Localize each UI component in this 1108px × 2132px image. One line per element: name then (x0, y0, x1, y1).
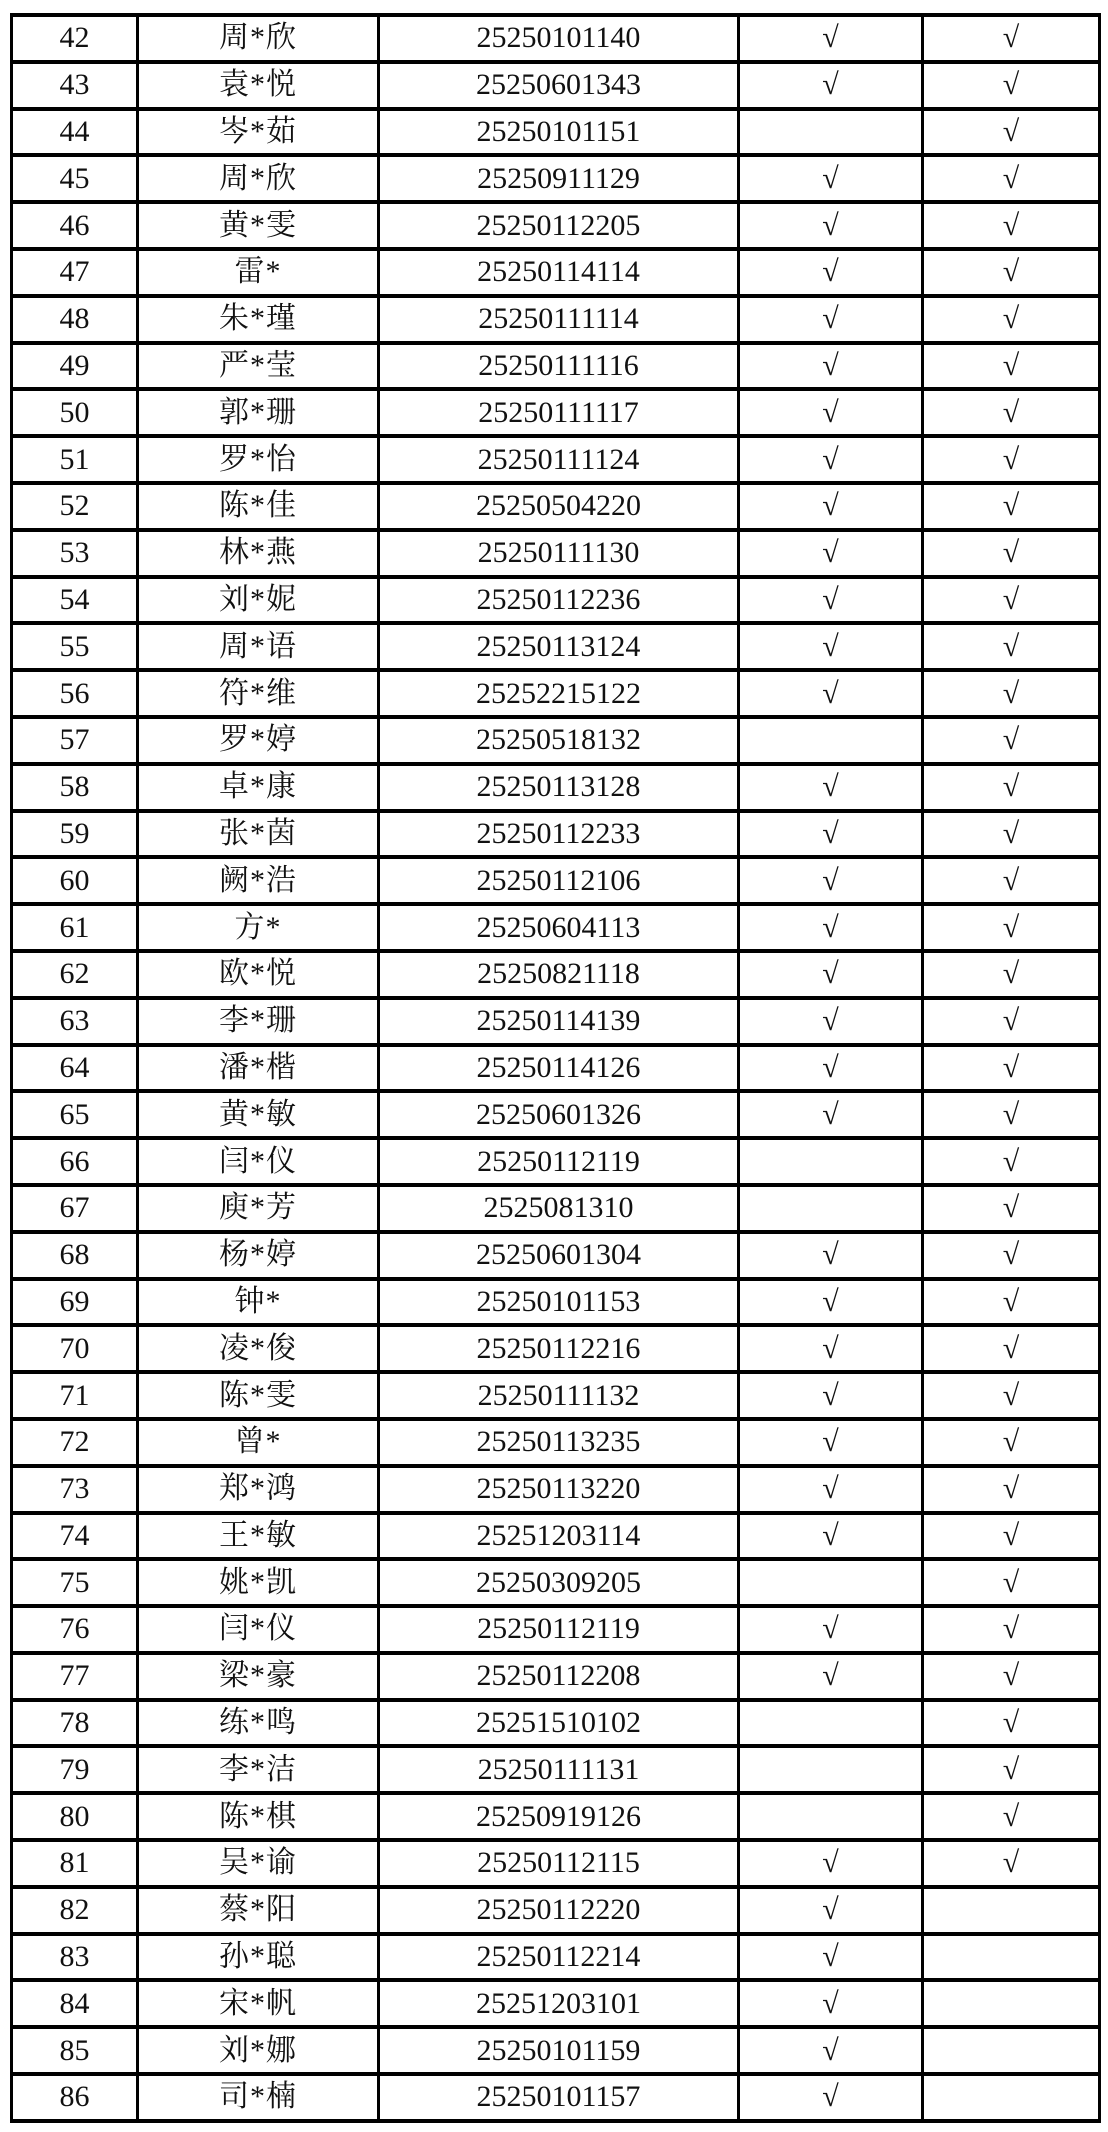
check-column-1-cell: √ (739, 1980, 923, 2027)
id-number-cell: 25250111130 (379, 530, 739, 577)
table-row (12, 15, 1100, 62)
id-number-cell: 25250112233 (379, 811, 739, 858)
check-column-1-cell: √ (739, 436, 923, 483)
masked-name-cell: 岑*茹 (138, 109, 379, 156)
id-number-cell: 25251203101 (379, 1980, 739, 2027)
serial-number-cell: 61 (12, 904, 138, 951)
check-column-2-cell: √ (923, 1840, 1100, 1887)
check-column-2-cell: √ (923, 1091, 1100, 1138)
masked-name-cell: 闫*仪 (138, 1138, 379, 1185)
masked-name-cell: 姚*凯 (138, 1559, 379, 1606)
masked-name-cell: 李*珊 (138, 998, 379, 1045)
id-number-cell: 25250601326 (379, 1091, 739, 1138)
id-number-cell: 25250111116 (379, 343, 739, 390)
check-column-2-cell: √ (923, 15, 1100, 62)
id-number-cell: 25250601304 (379, 1232, 739, 1279)
check-column-2-cell: √ (923, 249, 1100, 296)
table-row (12, 1138, 1100, 1185)
table-row (12, 109, 1100, 156)
check-column-2-cell: √ (923, 1700, 1100, 1747)
check-column-2-cell: √ (923, 155, 1100, 202)
serial-number-cell: 50 (12, 389, 138, 436)
table-row (12, 2074, 1100, 2121)
serial-number-cell: 72 (12, 1419, 138, 1466)
check-column-1-cell: √ (739, 904, 923, 951)
table-row (12, 1653, 1100, 1700)
check-column-2-cell (923, 1887, 1100, 1934)
table-row (12, 670, 1100, 717)
serial-number-cell: 67 (12, 1185, 138, 1232)
masked-name-cell: 周*欣 (138, 15, 379, 62)
masked-name-cell: 郑*鸿 (138, 1466, 379, 1513)
check-column-2-cell: √ (923, 1513, 1100, 1560)
masked-name-cell: 杨*婷 (138, 1232, 379, 1279)
serial-number-cell: 80 (12, 1793, 138, 1840)
serial-number-cell: 65 (12, 1091, 138, 1138)
id-number-cell: 25250112119 (379, 1606, 739, 1653)
table-row (12, 1559, 1100, 1606)
serial-number-cell: 60 (12, 857, 138, 904)
serial-number-cell: 56 (12, 670, 138, 717)
roster-table (10, 13, 1101, 2123)
table-row (12, 436, 1100, 483)
serial-number-cell: 79 (12, 1746, 138, 1793)
check-column-1-cell (739, 1700, 923, 1747)
id-number-cell: 25250112208 (379, 1653, 739, 1700)
masked-name-cell: 孙*聪 (138, 1934, 379, 1981)
serial-number-cell: 66 (12, 1138, 138, 1185)
masked-name-cell: 王*敏 (138, 1513, 379, 1560)
table-row (12, 998, 1100, 1045)
check-column-1-cell: √ (739, 343, 923, 390)
masked-name-cell: 陈*棋 (138, 1793, 379, 1840)
id-number-cell: 25250111117 (379, 389, 739, 436)
table-row (12, 530, 1100, 577)
id-number-cell: 25251203114 (379, 1513, 739, 1560)
check-column-1-cell: √ (739, 1279, 923, 1326)
masked-name-cell: 吴*谕 (138, 1840, 379, 1887)
table-row (12, 1045, 1100, 1092)
check-column-2-cell: √ (923, 1466, 1100, 1513)
check-column-1-cell (739, 717, 923, 764)
id-number-cell: 25250111132 (379, 1372, 739, 1419)
masked-name-cell: 庾*芳 (138, 1185, 379, 1232)
check-column-1-cell: √ (739, 1091, 923, 1138)
id-number-cell: 25250919126 (379, 1793, 739, 1840)
table-row (12, 1279, 1100, 1326)
check-column-1-cell: √ (739, 62, 923, 109)
check-column-2-cell: √ (923, 530, 1100, 577)
serial-number-cell: 63 (12, 998, 138, 1045)
masked-name-cell: 刘*娜 (138, 2027, 379, 2074)
masked-name-cell: 方* (138, 904, 379, 951)
serial-number-cell: 68 (12, 1232, 138, 1279)
masked-name-cell: 符*维 (138, 670, 379, 717)
id-number-cell: 25250114126 (379, 1045, 739, 1092)
check-column-1-cell (739, 109, 923, 156)
check-column-1-cell: √ (739, 1419, 923, 1466)
serial-number-cell: 58 (12, 764, 138, 811)
check-column-1-cell: √ (739, 951, 923, 998)
serial-number-cell: 57 (12, 717, 138, 764)
serial-number-cell: 46 (12, 202, 138, 249)
check-column-2-cell: √ (923, 436, 1100, 483)
table-row (12, 1232, 1100, 1279)
table-row (12, 1700, 1100, 1747)
check-column-1-cell: √ (739, 15, 923, 62)
masked-name-cell: 黄*敏 (138, 1091, 379, 1138)
check-column-1-cell: √ (739, 530, 923, 577)
id-number-cell: 25250821118 (379, 951, 739, 998)
id-number-cell: 25252215122 (379, 670, 739, 717)
check-column-1-cell: √ (739, 1513, 923, 1560)
serial-number-cell: 48 (12, 296, 138, 343)
serial-number-cell: 42 (12, 15, 138, 62)
check-column-2-cell: √ (923, 202, 1100, 249)
check-column-2-cell: √ (923, 951, 1100, 998)
check-column-1-cell (739, 1746, 923, 1793)
serial-number-cell: 69 (12, 1279, 138, 1326)
serial-number-cell: 47 (12, 249, 138, 296)
table-row (12, 1513, 1100, 1560)
check-column-2-cell: √ (923, 1185, 1100, 1232)
check-column-1-cell: √ (739, 389, 923, 436)
check-column-2-cell: √ (923, 577, 1100, 624)
serial-number-cell: 85 (12, 2027, 138, 2074)
id-number-cell: 25250101151 (379, 109, 739, 156)
serial-number-cell: 54 (12, 577, 138, 624)
id-number-cell: 25250113124 (379, 623, 739, 670)
id-number-cell: 25250113128 (379, 764, 739, 811)
check-column-1-cell (739, 1138, 923, 1185)
serial-number-cell: 82 (12, 1887, 138, 1934)
masked-name-cell: 练*鸣 (138, 1700, 379, 1747)
serial-number-cell: 55 (12, 623, 138, 670)
table-row (12, 483, 1100, 530)
serial-number-cell: 84 (12, 1980, 138, 2027)
check-column-2-cell: √ (923, 1325, 1100, 1372)
serial-number-cell: 70 (12, 1325, 138, 1372)
check-column-1-cell: √ (739, 296, 923, 343)
check-column-1-cell: √ (739, 1325, 923, 1372)
table-row (12, 343, 1100, 390)
id-number-cell: 25250111124 (379, 436, 739, 483)
table-row (12, 1091, 1100, 1138)
id-number-cell: 2525081310 (379, 1185, 739, 1232)
serial-number-cell: 83 (12, 1934, 138, 1981)
serial-number-cell: 77 (12, 1653, 138, 1700)
check-column-1-cell: √ (739, 764, 923, 811)
check-column-2-cell: √ (923, 1746, 1100, 1793)
table-row (12, 717, 1100, 764)
table-row (12, 1980, 1100, 2027)
table-row (12, 904, 1100, 951)
table-row (12, 155, 1100, 202)
id-number-cell: 25250113235 (379, 1419, 739, 1466)
check-column-1-cell: √ (739, 1653, 923, 1700)
id-number-cell: 25250112220 (379, 1887, 739, 1934)
check-column-1-cell: √ (739, 1372, 923, 1419)
serial-number-cell: 81 (12, 1840, 138, 1887)
masked-name-cell: 郭*珊 (138, 389, 379, 436)
table-row (12, 202, 1100, 249)
check-column-2-cell: √ (923, 1138, 1100, 1185)
serial-number-cell: 76 (12, 1606, 138, 1653)
id-number-cell: 25250113220 (379, 1466, 739, 1513)
id-number-cell: 25250604113 (379, 904, 739, 951)
masked-name-cell: 司*楠 (138, 2074, 379, 2121)
serial-number-cell: 86 (12, 2074, 138, 2121)
masked-name-cell: 袁*悦 (138, 62, 379, 109)
masked-name-cell: 蔡*阳 (138, 1887, 379, 1934)
masked-name-cell: 宋*帆 (138, 1980, 379, 2027)
check-column-1-cell: √ (739, 811, 923, 858)
table-row (12, 1325, 1100, 1372)
check-column-1-cell: √ (739, 623, 923, 670)
table-row (12, 577, 1100, 624)
masked-name-cell: 周*语 (138, 623, 379, 670)
masked-name-cell: 林*燕 (138, 530, 379, 577)
masked-name-cell: 张*茵 (138, 811, 379, 858)
masked-name-cell: 闫*仪 (138, 1606, 379, 1653)
table-row (12, 249, 1100, 296)
serial-number-cell: 53 (12, 530, 138, 577)
check-column-2-cell: √ (923, 296, 1100, 343)
id-number-cell: 25250114139 (379, 998, 739, 1045)
table-row (12, 1419, 1100, 1466)
table-row (12, 1372, 1100, 1419)
id-number-cell: 25250112205 (379, 202, 739, 249)
check-column-1-cell: √ (739, 857, 923, 904)
masked-name-cell: 罗*怡 (138, 436, 379, 483)
check-column-2-cell: √ (923, 62, 1100, 109)
check-column-1-cell (739, 1185, 923, 1232)
check-column-1-cell: √ (739, 202, 923, 249)
table-row (12, 811, 1100, 858)
check-column-1-cell: √ (739, 249, 923, 296)
check-column-1-cell: √ (739, 1232, 923, 1279)
id-number-cell: 25250518132 (379, 717, 739, 764)
check-column-2-cell: √ (923, 109, 1100, 156)
check-column-2-cell: √ (923, 1653, 1100, 1700)
check-column-2-cell (923, 2027, 1100, 2074)
serial-number-cell: 62 (12, 951, 138, 998)
check-column-2-cell: √ (923, 1419, 1100, 1466)
masked-name-cell: 周*欣 (138, 155, 379, 202)
serial-number-cell: 75 (12, 1559, 138, 1606)
id-number-cell: 25250911129 (379, 155, 739, 202)
masked-name-cell: 凌*俊 (138, 1325, 379, 1372)
check-column-2-cell (923, 2074, 1100, 2121)
check-column-2-cell: √ (923, 764, 1100, 811)
check-column-2-cell: √ (923, 904, 1100, 951)
id-number-cell: 25250112106 (379, 857, 739, 904)
id-number-cell: 25250114114 (379, 249, 739, 296)
serial-number-cell: 64 (12, 1045, 138, 1092)
id-number-cell: 25251510102 (379, 1700, 739, 1747)
check-column-2-cell (923, 1980, 1100, 2027)
check-column-2-cell: √ (923, 343, 1100, 390)
masked-name-cell: 欧*悦 (138, 951, 379, 998)
check-column-1-cell: √ (739, 155, 923, 202)
table-row (12, 1185, 1100, 1232)
id-number-cell: 25250101140 (379, 15, 739, 62)
id-number-cell: 25250112115 (379, 1840, 739, 1887)
table-row (12, 389, 1100, 436)
check-column-2-cell: √ (923, 1279, 1100, 1326)
serial-number-cell: 78 (12, 1700, 138, 1747)
table-row (12, 1934, 1100, 1981)
check-column-1-cell: √ (739, 1934, 923, 1981)
id-number-cell: 25250601343 (379, 62, 739, 109)
table-row (12, 764, 1100, 811)
table-row (12, 1746, 1100, 1793)
check-column-1-cell: √ (739, 2027, 923, 2074)
masked-name-cell: 罗*婷 (138, 717, 379, 764)
check-column-2-cell: √ (923, 1372, 1100, 1419)
id-number-cell: 25250112216 (379, 1325, 739, 1372)
check-column-1-cell: √ (739, 483, 923, 530)
masked-name-cell: 曾* (138, 1419, 379, 1466)
check-column-2-cell: √ (923, 389, 1100, 436)
check-column-1-cell: √ (739, 1887, 923, 1934)
serial-number-cell: 71 (12, 1372, 138, 1419)
table-row (12, 623, 1100, 670)
check-column-2-cell: √ (923, 670, 1100, 717)
check-column-1-cell: √ (739, 1045, 923, 1092)
id-number-cell: 25250112214 (379, 1934, 739, 1981)
masked-name-cell: 阙*浩 (138, 857, 379, 904)
check-column-2-cell: √ (923, 483, 1100, 530)
serial-number-cell: 51 (12, 436, 138, 483)
masked-name-cell: 卓*康 (138, 764, 379, 811)
table-row (12, 1466, 1100, 1513)
masked-name-cell: 陈*佳 (138, 483, 379, 530)
check-column-2-cell: √ (923, 1232, 1100, 1279)
check-column-2-cell: √ (923, 1045, 1100, 1092)
id-number-cell: 25250111114 (379, 296, 739, 343)
serial-number-cell: 44 (12, 109, 138, 156)
serial-number-cell: 43 (12, 62, 138, 109)
serial-number-cell: 74 (12, 1513, 138, 1560)
id-number-cell: 25250112236 (379, 577, 739, 624)
check-column-2-cell: √ (923, 717, 1100, 764)
masked-name-cell: 严*莹 (138, 343, 379, 390)
check-column-1-cell: √ (739, 1840, 923, 1887)
table-row (12, 1793, 1100, 1840)
check-column-2-cell: √ (923, 998, 1100, 1045)
masked-name-cell: 刘*妮 (138, 577, 379, 624)
serial-number-cell: 45 (12, 155, 138, 202)
table-row (12, 857, 1100, 904)
check-column-1-cell: √ (739, 1466, 923, 1513)
masked-name-cell: 梁*豪 (138, 1653, 379, 1700)
check-column-2-cell: √ (923, 623, 1100, 670)
masked-name-cell: 潘*楷 (138, 1045, 379, 1092)
check-column-2-cell: √ (923, 811, 1100, 858)
check-column-2-cell: √ (923, 1559, 1100, 1606)
check-column-2-cell: √ (923, 857, 1100, 904)
masked-name-cell: 陈*雯 (138, 1372, 379, 1419)
roster-table-body (12, 15, 1100, 2121)
id-number-cell: 25250504220 (379, 483, 739, 530)
id-number-cell: 25250111131 (379, 1746, 739, 1793)
id-number-cell: 25250309205 (379, 1559, 739, 1606)
check-column-2-cell: √ (923, 1793, 1100, 1840)
masked-name-cell: 李*洁 (138, 1746, 379, 1793)
masked-name-cell: 朱*瑾 (138, 296, 379, 343)
masked-name-cell: 黄*雯 (138, 202, 379, 249)
check-column-1-cell (739, 1559, 923, 1606)
check-column-1-cell: √ (739, 670, 923, 717)
check-column-1-cell: √ (739, 2074, 923, 2121)
table-row (12, 1606, 1100, 1653)
serial-number-cell: 52 (12, 483, 138, 530)
table-row (12, 1840, 1100, 1887)
table-row (12, 1887, 1100, 1934)
table-row (12, 296, 1100, 343)
serial-number-cell: 59 (12, 811, 138, 858)
id-number-cell: 25250101157 (379, 2074, 739, 2121)
id-number-cell: 25250101153 (379, 1279, 739, 1326)
masked-name-cell: 雷* (138, 249, 379, 296)
check-column-2-cell (923, 1934, 1100, 1981)
check-column-1-cell: √ (739, 998, 923, 1045)
table-row (12, 951, 1100, 998)
check-column-1-cell (739, 1793, 923, 1840)
serial-number-cell: 49 (12, 343, 138, 390)
serial-number-cell: 73 (12, 1466, 138, 1513)
id-number-cell: 25250101159 (379, 2027, 739, 2074)
check-column-1-cell: √ (739, 577, 923, 624)
table-row (12, 62, 1100, 109)
check-column-1-cell: √ (739, 1606, 923, 1653)
id-number-cell: 25250112119 (379, 1138, 739, 1185)
table-row (12, 2027, 1100, 2074)
check-column-2-cell: √ (923, 1606, 1100, 1653)
masked-name-cell: 钟* (138, 1279, 379, 1326)
